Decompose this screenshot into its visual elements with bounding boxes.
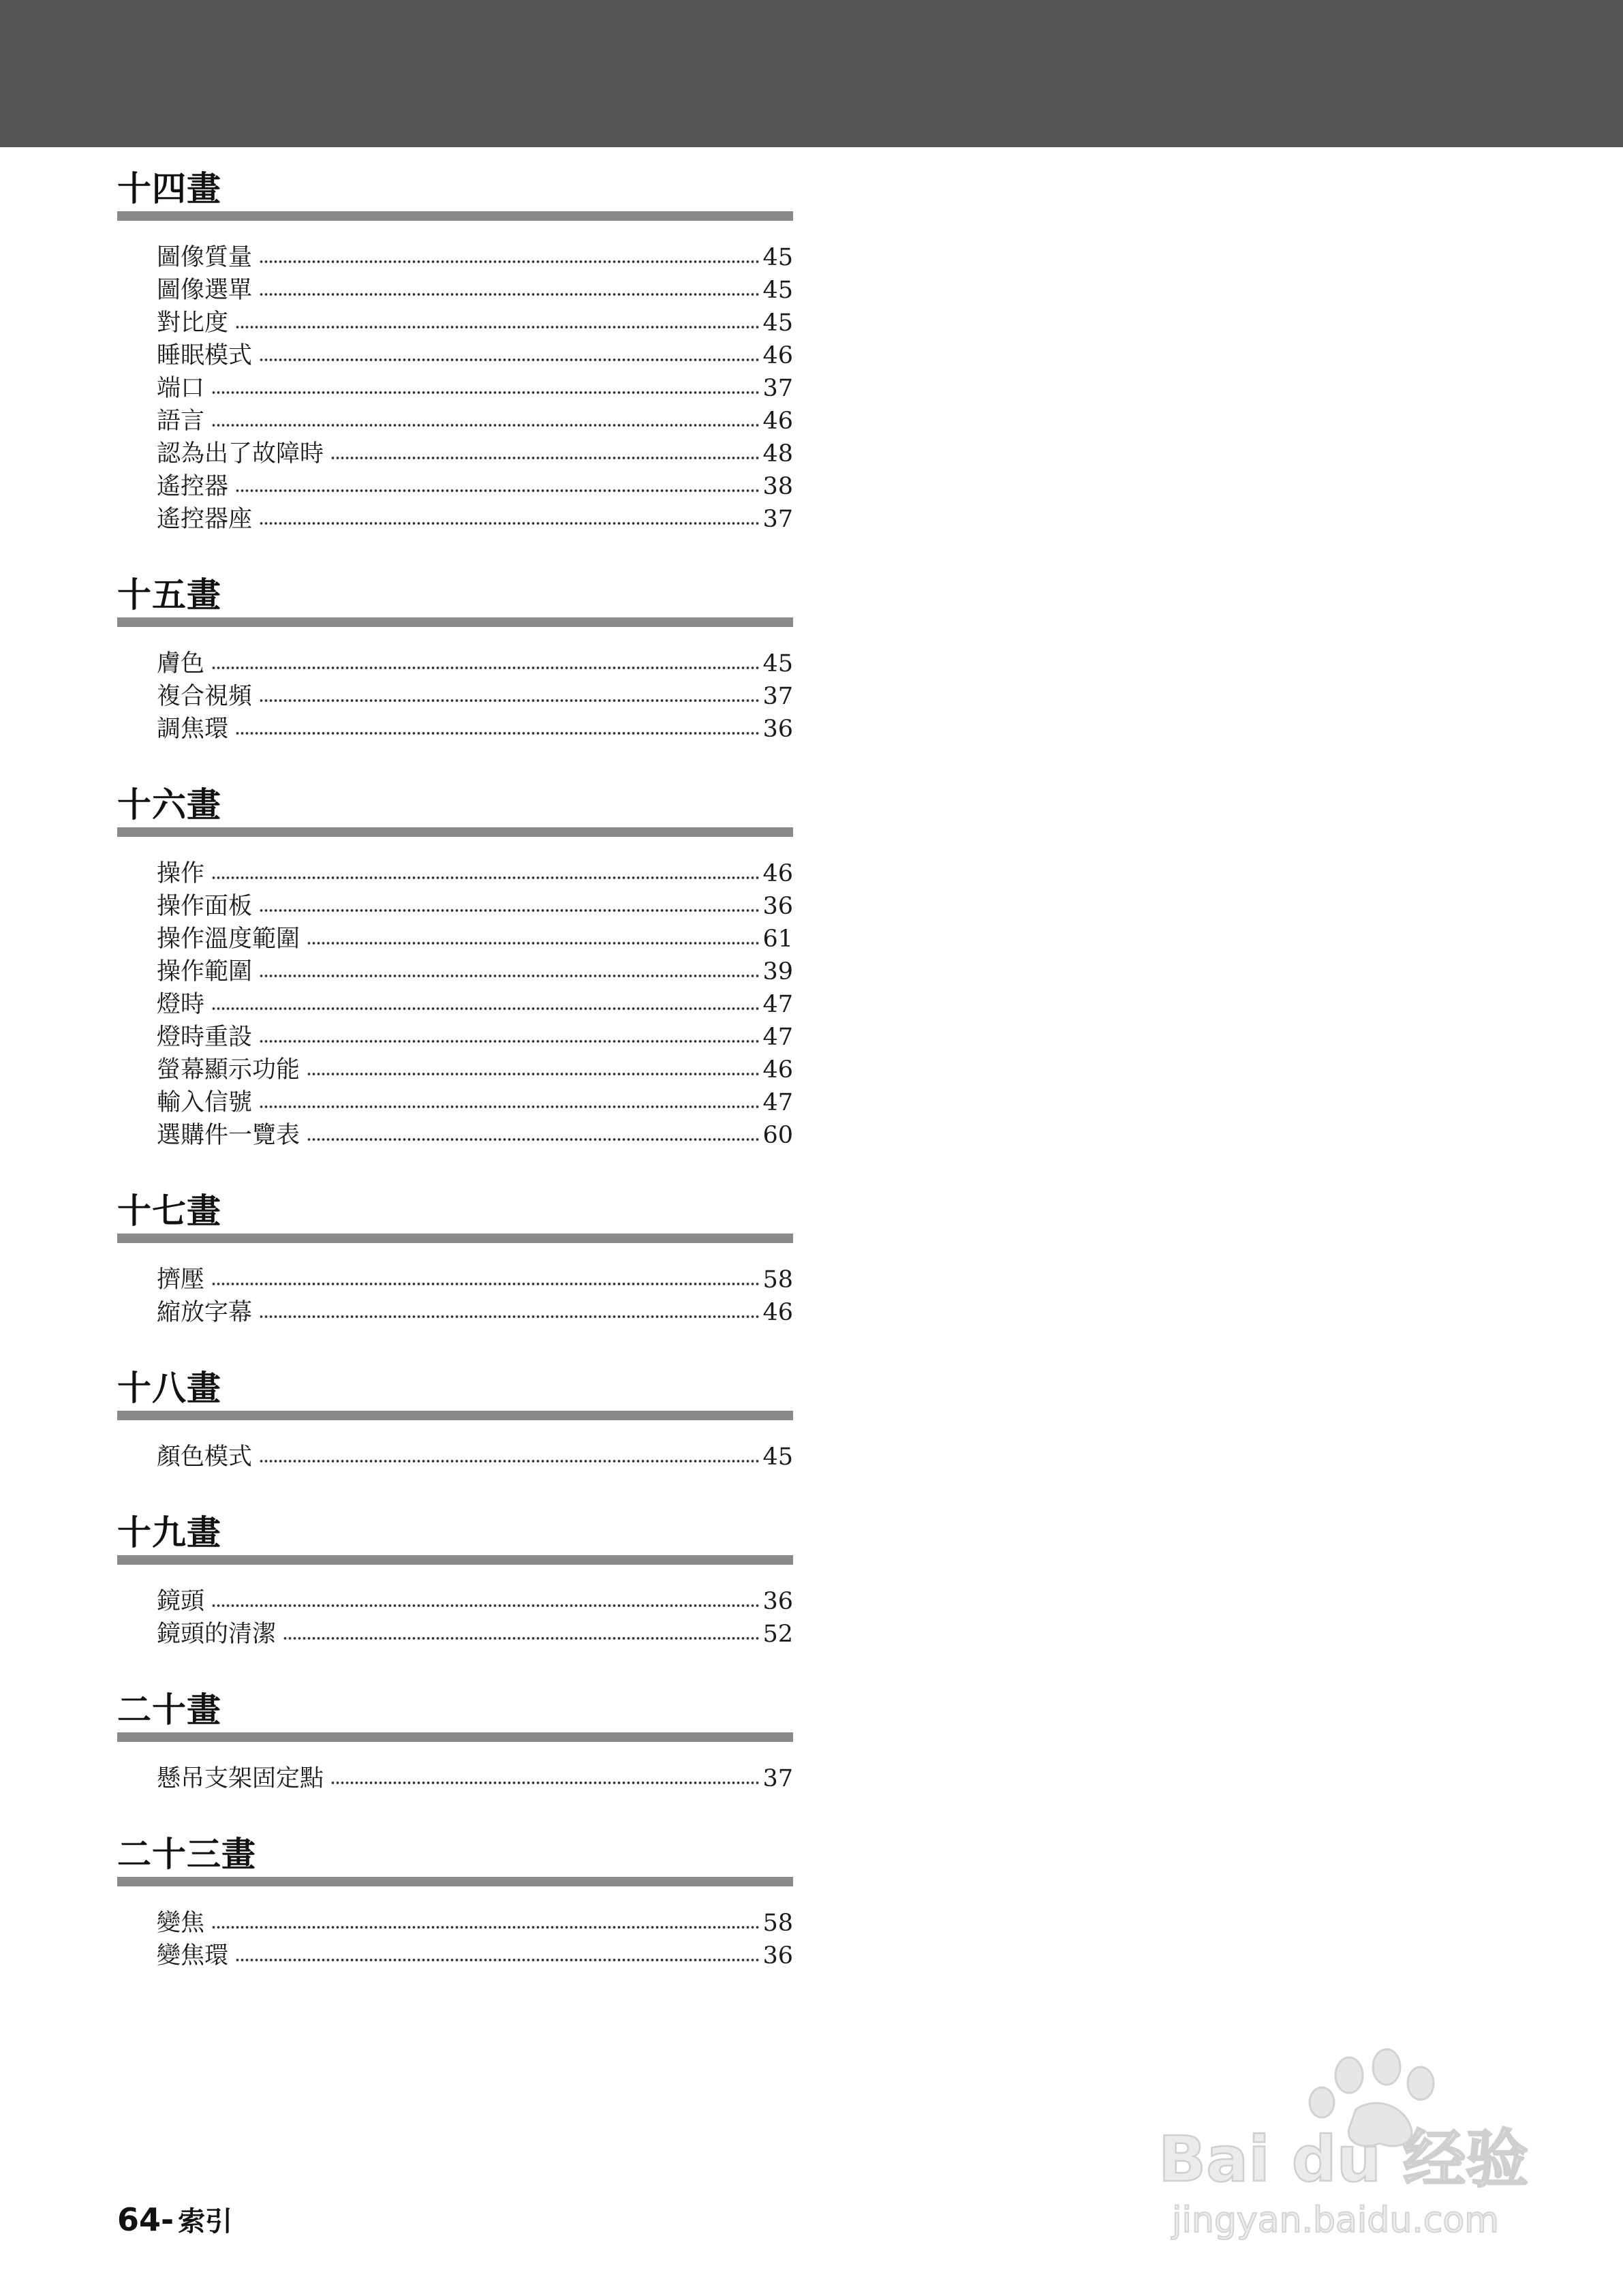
entry-page-number: 45 (762, 1443, 793, 1471)
index-entry (157, 307, 793, 339)
entry-label: 端口 (157, 375, 205, 402)
index-entry (157, 241, 793, 274)
index-section (117, 784, 793, 1152)
dot-leader (211, 1280, 760, 1288)
dot-leader (211, 1602, 760, 1610)
index-entry (157, 1119, 793, 1152)
watermark-url: jingyan.baidu.com (1172, 2200, 1499, 2241)
section-title: 十六畫 (117, 785, 221, 825)
entry-page-number: 37 (762, 506, 793, 533)
entry-page-number: 45 (762, 277, 793, 304)
entry-page-number: 46 (762, 408, 793, 435)
entry-page-number: 46 (762, 342, 793, 369)
index-entry (157, 1618, 793, 1651)
entry-label: 燈時 (157, 991, 205, 1018)
index-entry (157, 647, 793, 680)
section-divider (117, 1411, 793, 1420)
dot-leader (330, 1779, 760, 1787)
index-section (117, 574, 793, 746)
entry-list (117, 1907, 793, 1972)
dot-leader (307, 939, 760, 947)
entry-list (117, 1264, 793, 1329)
entry-page-number: 58 (762, 1266, 793, 1294)
baidu-jingyan-watermark (1151, 2048, 1533, 2246)
entry-page-number: 60 (762, 1122, 793, 1149)
index-entry (157, 955, 793, 988)
entry-page-number: 36 (762, 1942, 793, 1970)
entry-page-number: 61 (762, 925, 793, 953)
entry-label: 對比度 (157, 309, 229, 337)
entry-label: 圖像質量 (157, 244, 253, 271)
dot-leader (211, 1005, 760, 1013)
index-entry (157, 503, 793, 536)
entry-page-number: 36 (762, 716, 793, 743)
entry-label: 縮放字幕 (157, 1299, 253, 1326)
entry-label: 選購件一覽表 (157, 1122, 300, 1149)
entry-page-number: 37 (762, 1765, 793, 1792)
index-entry (157, 680, 793, 713)
watermark-brand: Bai du 经验 (1158, 2123, 1529, 2196)
entry-label: 鏡頭的清潔 (157, 1621, 277, 1648)
index-entry (157, 1264, 793, 1296)
entry-label: 遙控器 (157, 473, 229, 500)
section-title: 二十畫 (117, 1690, 221, 1730)
entry-label: 圖像選單 (157, 277, 253, 304)
entry-label: 輸入信號 (157, 1089, 253, 1116)
index-entry (157, 1940, 793, 1972)
entry-label: 操作溫度範圍 (157, 925, 300, 953)
page-footer (117, 2200, 232, 2239)
entry-label: 遙控器座 (157, 506, 253, 533)
dot-leader (235, 1956, 760, 1964)
index-section (117, 168, 793, 536)
entry-label: 睡眠模式 (157, 342, 253, 369)
entry-page-number: 36 (762, 893, 793, 920)
dot-leader (259, 1037, 760, 1045)
entry-label: 調焦環 (157, 716, 229, 743)
entry-page-number: 37 (762, 375, 793, 402)
entry-page-number: 38 (762, 473, 793, 500)
index-section (117, 1689, 793, 1795)
entry-label: 顏色模式 (157, 1443, 253, 1471)
index-entry (157, 1585, 793, 1618)
index-section (117, 1512, 793, 1651)
entry-list (117, 1762, 793, 1795)
entry-page-number: 45 (762, 309, 793, 337)
index-entry (157, 1762, 793, 1795)
section-title: 十四畫 (117, 169, 221, 209)
entry-page-number: 45 (762, 650, 793, 677)
entry-page-number: 46 (762, 1056, 793, 1084)
entry-page-number: 39 (762, 958, 793, 985)
entry-label: 複合視頻 (157, 683, 253, 710)
index-entry (157, 405, 793, 438)
entry-label: 操作範圍 (157, 958, 253, 985)
index-entry (157, 890, 793, 923)
dot-leader (235, 487, 760, 495)
section-divider (117, 827, 793, 837)
entry-page-number: 36 (762, 1588, 793, 1615)
section-divider (117, 1234, 793, 1243)
section-divider (117, 1732, 793, 1742)
dot-leader (259, 258, 760, 266)
dot-leader (211, 664, 760, 672)
index-entry (157, 372, 793, 405)
dot-leader (259, 1313, 760, 1321)
index-entry (157, 1086, 793, 1119)
entry-page-number: 46 (762, 1299, 793, 1326)
entry-label: 語言 (157, 408, 205, 435)
dot-leader (211, 421, 760, 429)
index-entry (157, 1054, 793, 1086)
dot-leader (211, 874, 760, 882)
entry-label: 燈時重設 (157, 1024, 253, 1051)
entry-label: 變焦環 (157, 1942, 229, 1970)
dot-leader (259, 972, 760, 980)
entry-label: 認為出了故障時 (157, 440, 324, 468)
index-entry (157, 470, 793, 503)
index-entry (157, 1441, 793, 1473)
entry-page-number: 58 (762, 1910, 793, 1937)
section-divider (117, 617, 793, 627)
dot-leader (330, 454, 760, 462)
dot-leader (259, 1457, 760, 1465)
dot-leader (259, 906, 760, 915)
section-title: 十五畫 (117, 575, 221, 615)
entry-list (117, 241, 793, 536)
entry-page-number: 45 (762, 244, 793, 271)
header-bar (0, 0, 1623, 147)
index-entry (157, 339, 793, 372)
entry-label: 膚色 (157, 650, 205, 677)
dot-leader (259, 356, 760, 364)
section-title: 十九畫 (117, 1513, 221, 1552)
index-entry (157, 923, 793, 955)
entry-page-number: 46 (762, 860, 793, 887)
section-title: 十七畫 (117, 1191, 221, 1231)
index-section (117, 1367, 793, 1473)
dot-leader (307, 1135, 760, 1144)
entry-label: 懸吊支架固定點 (157, 1765, 324, 1792)
index-entry (157, 274, 793, 307)
dot-leader (259, 1103, 760, 1111)
index-entry (157, 438, 793, 470)
section-divider (117, 211, 793, 221)
dot-leader (307, 1070, 760, 1078)
section-title: 二十三畫 (117, 1835, 256, 1874)
index-entry (157, 857, 793, 890)
index-entry (157, 713, 793, 746)
entry-list (117, 1441, 793, 1473)
dot-leader (235, 729, 760, 737)
page-number: 64- (117, 2201, 174, 2238)
section-divider (117, 1555, 793, 1565)
entry-page-number: 47 (762, 1089, 793, 1116)
entry-page-number: 47 (762, 991, 793, 1018)
section-divider (117, 1877, 793, 1886)
entry-label: 操作面板 (157, 893, 253, 920)
entry-page-number: 47 (762, 1024, 793, 1051)
index-column (117, 168, 793, 2010)
entry-list (117, 647, 793, 746)
entry-page-number: 52 (762, 1621, 793, 1648)
section-title: 十八畫 (117, 1368, 221, 1408)
index-section (117, 1833, 793, 1972)
entry-page-number: 48 (762, 440, 793, 468)
index-section (117, 1190, 793, 1329)
dot-leader (259, 519, 760, 527)
index-entry (157, 988, 793, 1021)
dot-leader (259, 290, 760, 299)
entry-list (117, 1585, 793, 1651)
entry-page-number: 37 (762, 683, 793, 710)
dot-leader (283, 1634, 760, 1642)
index-entry (157, 1296, 793, 1329)
index-entry (157, 1907, 793, 1940)
entry-list (117, 857, 793, 1152)
dot-leader (211, 1923, 760, 1931)
dot-leader (235, 323, 760, 331)
dot-leader (211, 388, 760, 397)
page-label: 索引 (178, 2206, 233, 2237)
entry-label: 螢幕顯示功能 (157, 1056, 300, 1084)
entry-label: 鏡頭 (157, 1588, 205, 1615)
entry-label: 變焦 (157, 1910, 205, 1937)
dot-leader (259, 697, 760, 705)
index-entry (157, 1021, 793, 1054)
entry-label: 擠壓 (157, 1266, 205, 1294)
entry-label: 操作 (157, 860, 205, 887)
